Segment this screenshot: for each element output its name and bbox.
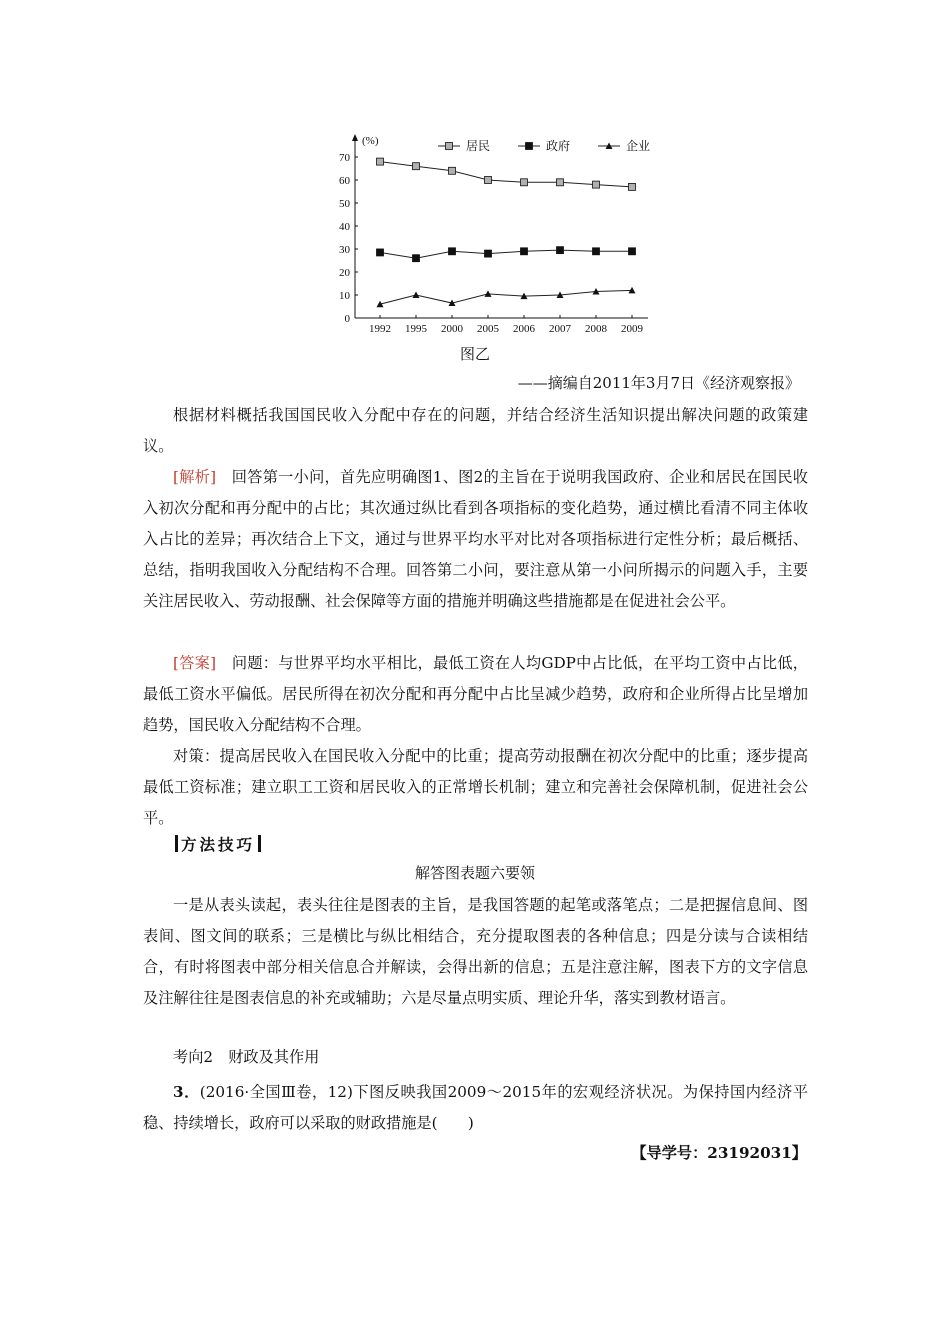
section-title: 考向2 财政及其作用 [173, 1048, 320, 1066]
x-tick-label: 2000 [441, 323, 463, 335]
x-tick-label: 2007 [549, 323, 571, 335]
x-tick-label: 2008 [585, 323, 607, 335]
data-point-2 [413, 292, 420, 299]
analysis-text: 回答第一小问，首先应明确图1、图2的主旨在于说明我国政府、企业和居民在国民收入初次分配和再分配中的占比；其次通过纵比看到各项指标的变化趋势，通过横比看清不同主体收入占比的差异；再次结合上下文，通过与世界平均水平对比对各项指标进行定性分析；最后概括、总结，指明我国收入分配结构不合理。回答第二小问，要注意从第一小问所揭示的问题入手，主要关注居民收入、劳动报酬、社会保障等方面的措施并明确这些措施都是在促进社会公平。 [143, 468, 808, 610]
method-text: 一是从表头读起，表头往往是图表的主旨，是我国答题的起笔或落笔点；二是把握信息间、图表间、图文间的联系；三是横比与纵比相结合，充分提取图表的各种信息；四是分读与合读相结合，有时将图表中部分相关信息合并解读，会得出新的信息；五是注意注解，图表下方的文字信息及注解往往是图表信息的补充或辅助；六是尽量点明实质、理论升华，落实到教材语言。 [143, 896, 808, 1007]
answer-text: 问题：与世界平均水平相比，最低工资在人均GDP中占比低，在平均工资中占比低，最低工资水平偏低。居民所得在初次分配和再分配中占比呈减少趋势，政府和企业所得占比呈增加趋势，国民收入分配结构不合理。 [143, 654, 808, 734]
x-tick-label: 1995 [405, 323, 427, 335]
data-point-0 [485, 177, 492, 184]
analysis-tag: [解析] [173, 468, 217, 486]
answer-paragraph [143, 648, 808, 741]
question-3-number: 3． [173, 1083, 200, 1101]
data-point-0 [521, 179, 528, 186]
income-share-line-chart [330, 128, 660, 338]
analysis-paragraph [143, 462, 808, 617]
legend-marker [526, 143, 533, 150]
data-point-0 [593, 181, 600, 188]
data-point-1 [593, 248, 600, 255]
y-tick-label: 70 [339, 152, 350, 164]
x-tick-label: 2005 [477, 323, 499, 335]
question-3 [143, 1077, 808, 1139]
chart-series [377, 158, 636, 307]
y-tick-label: 20 [339, 267, 350, 279]
y-tick-label: 10 [339, 290, 350, 302]
x-tick-label: 2006 [513, 323, 535, 335]
legend-marker [446, 143, 453, 150]
figure-source: ——摘编自2011年3月7日《经济观察报》 [517, 374, 800, 392]
legend-label: 企业 [626, 139, 651, 153]
data-point-0 [449, 167, 456, 174]
y-axis-arrow [352, 134, 358, 141]
question-text: 根据材料概括我国国民收入分配中存在的问题，并结合经济生活知识提出解决问题的政策建议。 [143, 406, 808, 455]
y-tick-label: 40 [339, 221, 350, 233]
data-point-0 [377, 158, 384, 165]
y-axis-unit-label: (%) [362, 135, 379, 147]
data-point-0 [413, 163, 420, 170]
data-point-1 [449, 248, 456, 255]
y-tick-label: 50 [339, 198, 350, 210]
chart-axes [352, 134, 651, 318]
data-point-1 [629, 248, 636, 255]
method-heading-text: 方法技巧 [181, 835, 256, 854]
method-heading [172, 833, 264, 855]
method-subtitle: 解答图表题六要领 [414, 864, 535, 882]
question-3-text: (2016·全国Ⅲ卷，12)下图反映我国2009～2015年的宏观经济状况。为保持国内经济平稳、持续增长，政府可以采取的财政措施是( ) [143, 1083, 808, 1132]
data-point-1 [485, 250, 492, 257]
y-tick-label: 30 [339, 244, 350, 256]
y-tick-label: 0 [344, 313, 350, 325]
x-tick-label: 1992 [369, 323, 391, 335]
data-point-1 [521, 248, 528, 255]
answer-tag: [答案] [173, 654, 217, 672]
y-tick-label: 60 [339, 175, 350, 187]
legend-label: 政府 [546, 139, 571, 153]
data-point-1 [377, 249, 384, 256]
data-point-0 [629, 183, 636, 190]
figure-caption: 图乙 [459, 345, 490, 363]
guide-code: 【导学号：23192031】 [631, 1144, 807, 1162]
countermeasure-text: 对策：提高居民收入在国民收入分配中的比重；提高劳动报酬在初次分配中的比重；逐步提高最低工资标准；建立职工工资和居民收入的正常增长机制；建立和完善社会保障机制，促进社会公平。 [143, 747, 808, 827]
x-tick-label: 2009 [621, 323, 643, 335]
legend-label: 居民 [466, 139, 491, 153]
data-point-0 [557, 179, 564, 186]
data-point-1 [557, 247, 564, 254]
data-point-1 [413, 255, 420, 262]
chart-legend [438, 138, 650, 153]
